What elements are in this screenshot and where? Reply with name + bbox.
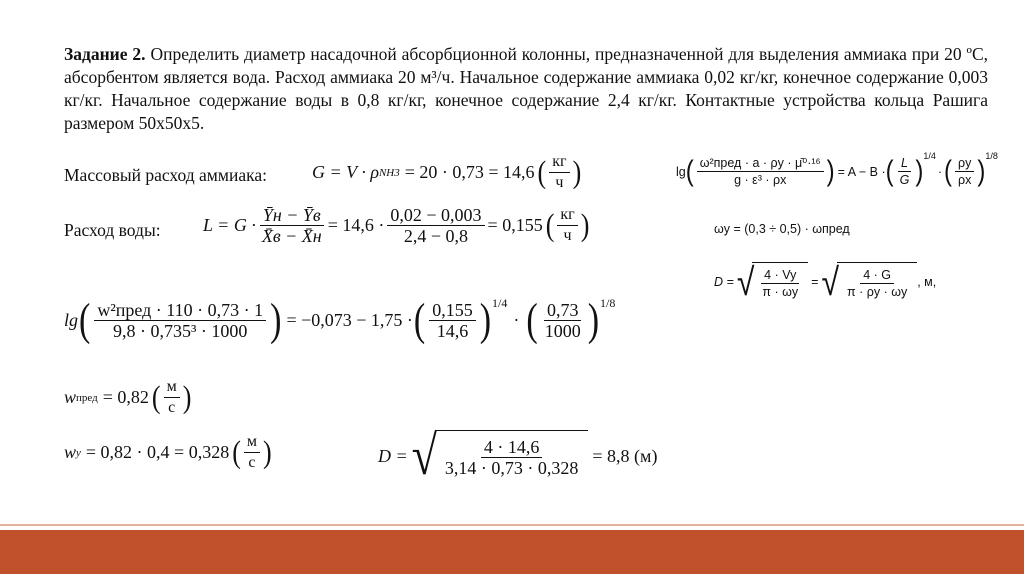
ref-f1-exp1: 1/4	[923, 151, 936, 161]
lg-f3-den: 1000	[544, 321, 581, 341]
water-flow-unit-den: ч	[563, 227, 572, 244]
lg-f2-den: 14,6	[436, 321, 469, 341]
lg-dot: ·	[513, 310, 520, 330]
lg-den: 9,8 · 0,735³ · 1000	[113, 321, 248, 341]
diameter-num: 4 · 14,6	[481, 437, 543, 458]
ref-formula-lg: lg ( $\frac{\text{ω²пред · a · ρy · μ̄⁰·¹⁶}}{\text{g · ε³ · ρx}}$ ) = A − B · ( $\frac{L}{G}$ ) 1/4 · ( $\frac{\rho y}{\rho x}$ ) 1/8	[676, 151, 998, 188]
water-flow-frac1-den: X̄в − X̄н	[261, 226, 322, 246]
mass-flow-label: Массовый расход аммиака:	[64, 165, 267, 185]
ref-f3-lhs: D =	[714, 275, 734, 289]
water-flow-frac2-den: 2,4 − 0,8	[403, 226, 469, 246]
w-y-unit-den: с	[248, 454, 256, 471]
diameter-lhs: D =	[378, 445, 408, 466]
lg-mid: = −0,073 − 1,75 ·	[286, 310, 413, 330]
w-y-value: = 0,82 · 0,4 = 0,328	[85, 442, 230, 462]
w-y-formula: w y = 0,82 · 0,4 = 0,328 ( $\frac{м}{с}$ )	[64, 433, 272, 471]
w-y-sub: y	[76, 446, 81, 459]
mass-flow-rho-sub: NH3	[378, 166, 400, 179]
ref-f3-eq: =	[811, 275, 819, 289]
task-statement	[64, 43, 988, 135]
ref-lg: lg	[676, 164, 686, 179]
w-pred-value: = 0,82	[102, 387, 149, 407]
diameter-formula	[378, 424, 658, 486]
w-pred-unit-den: с	[168, 399, 176, 416]
ref-f1-a-num: L	[898, 155, 911, 172]
lg-num: w²пред · 110 · 0,73 · 1	[94, 300, 266, 321]
mass-flow-unit-num: кг	[549, 152, 569, 173]
mass-flow-unit-den: ч	[555, 174, 564, 191]
ref-f1-a-den: G	[899, 173, 910, 187]
water-flow-label: Расход воды:	[64, 220, 161, 240]
ref-f3-num2: 4 · G	[860, 267, 894, 284]
mass-flow-lhs: G = V · ρ	[312, 162, 379, 182]
water-flow-mid: = 14,6 ·	[327, 215, 385, 235]
w-y-unit-num: м	[244, 432, 260, 453]
ref-f3-tail: , м,	[917, 275, 937, 289]
w-pred-lhs: w	[64, 387, 77, 407]
ref-f1-mid: = A − B ·	[837, 164, 886, 179]
footer-divider	[0, 524, 1024, 526]
ref-f1-num: ω²пред · a · ρy · μ̄⁰·¹⁶	[697, 155, 824, 172]
lg-f3-num: 0,73	[544, 300, 582, 321]
ref-formula-wy	[714, 222, 850, 236]
task-title: Задание 2.	[64, 44, 146, 64]
mass-flow-formula: G = V · ρ NH3 = 20 · 0,73 = 14,6 ( $\frac{кг}{ч}$ )	[312, 153, 582, 191]
footer-bar	[0, 530, 1024, 574]
lg-exp1: 1/4	[492, 296, 508, 310]
diameter-sqrt: √ $\frac{4 \cdot 14,6}{3,14 \cdot 0,73 \cdot 0,328}$	[412, 430, 589, 482]
lg-equation: lg ( $\frac{\text{w²пред · 110 · 0,73 · 1}}{\text{9,8 · 0,735³ · 1000}}$ ) = −0,073 − 1,75 · ( $\frac{0,155}{14,6}$ ) 1/4 · ( $\frac{0,73}{1000}$ ) 1/8	[64, 294, 616, 345]
lg-label: lg	[64, 310, 79, 330]
diameter-den: 3,14 · 0,73 · 0,328	[444, 458, 579, 478]
ref-f3-den1: π · ωy	[762, 285, 799, 299]
ref-f1-exp2: 1/8	[985, 151, 998, 161]
ref-formula-d: D = √ $\frac{4 \cdot Vy}{\pi \cdot \omega y}$ = √ $\frac{4 \cdot G}{\pi \cdot \rho y \cdot \omega y}$ , м,	[714, 260, 937, 304]
w-y-lhs: w	[64, 442, 77, 462]
w-pred-unit-num: м	[164, 377, 180, 398]
water-flow-frac2-num: 0,02 − 0,003	[387, 205, 484, 226]
w-pred-formula: w пред = 0,82 ( $\frac{м}{с}$ )	[64, 378, 192, 416]
w-pred-sub: пред	[76, 391, 98, 404]
water-flow-unit-num: кг	[557, 205, 577, 226]
ref-f1-den: g · ε³ · ρx	[734, 173, 787, 187]
water-flow-formula: L = G · $\frac{Ȳн - Ȳв}{X̄в - X̄н}$ = 14,6 · $\frac{0,02 - 0,003}{2,4 - 0,8}$ = 0,155 ( $\frac{кг}{ч}$ )	[203, 205, 590, 246]
ref-f3-den2: π · ρy · ωy	[847, 285, 908, 299]
water-flow-lhs: L = G ·	[203, 215, 256, 235]
lg-f2-num: 0,155	[429, 300, 476, 321]
water-flow-result: = 0,155	[487, 215, 543, 235]
lg-exp2: 1/8	[600, 296, 616, 310]
ref-f1-b-den: ρx	[958, 173, 972, 187]
water-flow-frac1-num: Ȳн − Ȳв	[260, 205, 324, 226]
ref-f3-num1: 4 · Vy	[761, 267, 799, 284]
mass-flow-middle: = 20 · 0,73 = 14,6	[404, 162, 535, 182]
task-text: Определить диаметр насадочной абсорбционной колонны, предназначенной для выделения аммиака при 20 ºС, абсорбентом является вода. Расход аммиака 20 м³/ч. Начальное содержание аммиака 0,02 кг/кг, конечное содержание 0,003 кг/кг. Начальное содержание воды в 0,8 кг/кг, конечное содержание 2,4 кг/кг. Контактные устройства кольца Рашига размером 50х50х5.	[64, 44, 988, 133]
diameter-result: = 8,8 (м)	[592, 445, 658, 466]
ref-f2: ωy = (0,3 ÷ 0,5) · ωпред	[714, 222, 850, 236]
ref-f1-b-num: ρy	[955, 155, 974, 172]
mass-flow-unit	[549, 152, 569, 193]
